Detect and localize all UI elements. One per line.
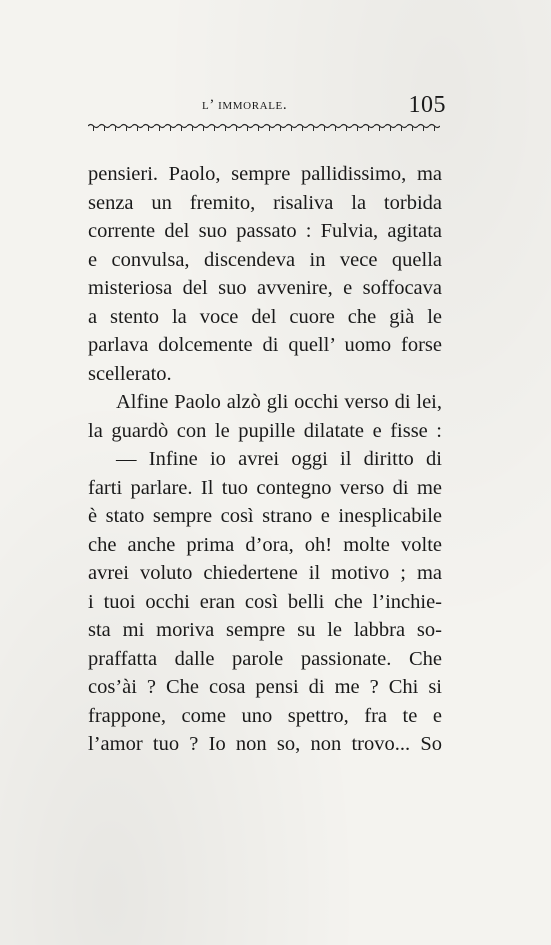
text-line: parlava dolcemente di quell’ uomo forse <box>88 334 442 356</box>
text-block <box>88 160 442 759</box>
text-line: la guardò con le pupille dilatate e fisse : <box>88 419 442 442</box>
text-line: è stato sempre così strano e inesplicabile <box>88 505 442 527</box>
text-line: l’amor tuo ? Io non so, non trovo... So <box>88 733 442 755</box>
text-line: praffatta dalle parole passionate. Che <box>88 647 442 670</box>
text-line: frappone, come uno spettro, fra te e <box>88 704 442 727</box>
text-line: sta mi moriva sempre su le labbra so- <box>88 619 442 641</box>
text-line: scellerato. <box>88 362 172 385</box>
text-line: cos’ài ? Che cosa pensi di me ? Chi si <box>88 676 442 698</box>
running-title: l’ immorale. <box>202 97 288 113</box>
text-line: pensieri. Paolo, sempre pallidissimo, ma <box>88 163 442 185</box>
text-line: Alfine Paolo alzò gli occhi verso di lei, <box>116 391 442 413</box>
running-head <box>88 93 452 119</box>
text-line: farti parlare. Il tuo contegno verso di me <box>88 476 442 499</box>
text-line: e convulsa, discendeva in vece quella <box>88 248 442 271</box>
text-line: i tuoi occhi eran così belli che l’inchie- <box>88 590 442 613</box>
text-line: corrente del suo passato : Fulvia, agitata <box>88 220 442 242</box>
ornamental-rule <box>88 123 440 133</box>
text-line: avrei voluto chiedertene il motivo ; ma <box>88 562 442 584</box>
text-line: misteriosa del suo avvenire, e soffocava <box>88 277 442 299</box>
text-line: senza un fremito, risaliva la torbida <box>88 191 442 214</box>
text-line: che anche prima d’ora, oh! molte volte <box>88 533 442 556</box>
text-line: — Infine io avrei oggi il diritto di <box>116 448 442 470</box>
text-line: a stento la voce del cuore che già le <box>88 305 442 328</box>
page-number: 105 <box>408 92 446 118</box>
